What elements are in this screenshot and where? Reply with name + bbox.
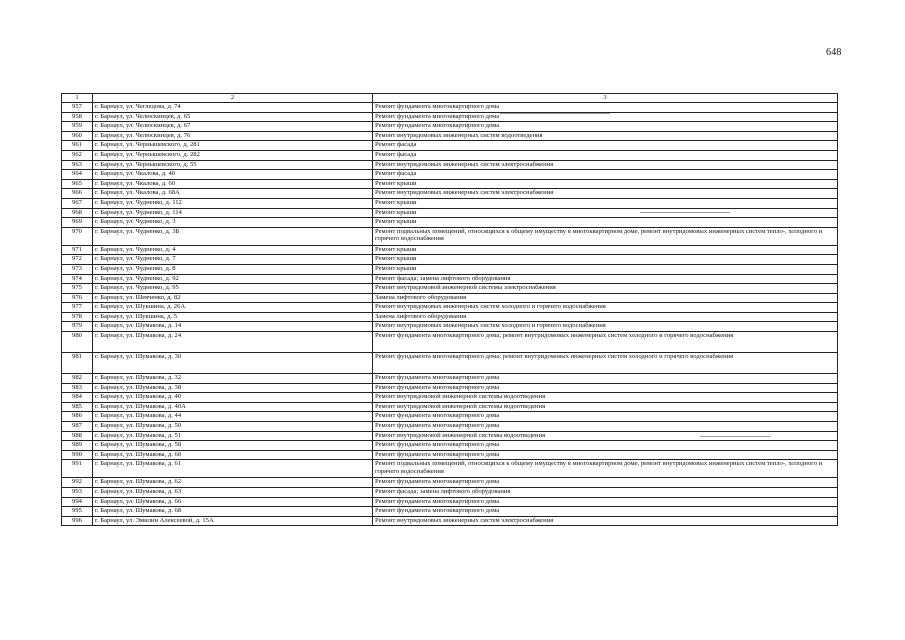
row-number: 957 xyxy=(62,103,93,113)
row-work-type: Ремонт крыши xyxy=(373,179,838,189)
row-address: г. Барнаул, ул. Чудненко, д. 4 xyxy=(93,245,373,255)
row-number: 969 xyxy=(62,218,93,228)
row-address: г. Барнаул, ул. Шумакова, д. 51 xyxy=(93,431,373,441)
row-number: 989 xyxy=(62,441,93,451)
table-row xyxy=(62,141,838,151)
row-address: г. Барнаул, ул. Чернышевского, д. 282 xyxy=(93,150,373,160)
table-row xyxy=(62,274,838,284)
table-row xyxy=(62,122,838,132)
row-number: 996 xyxy=(62,516,93,526)
table-row xyxy=(62,497,838,507)
row-address: г. Барнаул, ул. Шумакова, д. 40А xyxy=(93,402,373,412)
row-number: 959 xyxy=(62,122,93,132)
row-address: г. Барнаул, ул. Шумакова, д. 30 xyxy=(93,353,373,374)
table-row xyxy=(62,198,838,208)
table-row xyxy=(62,478,838,488)
row-address: г. Барнаул, ул. Шевченко, д. 82 xyxy=(93,293,373,303)
row-address: г. Барнаул, ул. Шукшина, д. 26А xyxy=(93,303,373,313)
table-row xyxy=(62,208,838,218)
row-work-type: Ремонт фундамента многоквартирного дома xyxy=(373,497,838,507)
row-work-type: Ремонт фундамента многоквартирного дома xyxy=(373,112,838,122)
table-row xyxy=(62,353,838,374)
table-row xyxy=(62,312,838,322)
table-row xyxy=(62,103,838,113)
row-number: 991 xyxy=(62,460,93,478)
row-work-type: Ремонт фундамента многоквартирного дома; ремонт внутридомовых инженерных систем холодного и горячего водоснабжения xyxy=(373,332,838,353)
row-work-type: Замена лифтового оборудования xyxy=(373,312,838,322)
row-work-type: Ремонт крыши xyxy=(373,208,838,218)
row-work-type: Ремонт внутридомовой инженерной системы водоотведения xyxy=(373,393,838,403)
table-row xyxy=(62,516,838,526)
row-number: 994 xyxy=(62,497,93,507)
row-work-type: Ремонт фасада xyxy=(373,141,838,151)
row-address: г. Барнаул, ул. Чкалова, д. 68А xyxy=(93,189,373,199)
row-number: 962 xyxy=(62,150,93,160)
row-address: г. Барнаул, ул. Шумакова, д. 32 xyxy=(93,374,373,384)
column-header-address: 2 xyxy=(93,94,373,103)
row-number: 963 xyxy=(62,160,93,170)
row-work-type: Ремонт подвальных помещений, относящихся к общему имуществу в многоквартирном доме, ремонт внутридомовых инженерных систем тепло-, холодного и горячего водоснабжения xyxy=(373,227,838,245)
row-address: г. Барнаул, ул. Шумакова, д. 40 xyxy=(93,393,373,403)
table-row xyxy=(62,227,838,245)
row-number: 964 xyxy=(62,170,93,180)
row-number: 967 xyxy=(62,198,93,208)
row-work-type: Ремонт крыши xyxy=(373,255,838,265)
table-row xyxy=(62,322,838,332)
row-number: 960 xyxy=(62,131,93,141)
row-number: 985 xyxy=(62,402,93,412)
row-address: г. Барнаул, ул. Чернышевского, д. 281 xyxy=(93,141,373,151)
table-row xyxy=(62,402,838,412)
row-number: 968 xyxy=(62,208,93,218)
row-address: г. Барнаул, ул. Чудненко, д. 3 xyxy=(93,218,373,228)
row-address: г. Барнаул, ул. Чудненко, д. 95 xyxy=(93,284,373,294)
row-address: г. Барнаул, ул. Челюскинцев, д. 76 xyxy=(93,131,373,141)
row-number: 974 xyxy=(62,274,93,284)
row-number: 973 xyxy=(62,264,93,274)
row-address: г. Барнаул, ул. Чкалова, д. 60 xyxy=(93,179,373,189)
row-address: г. Барнаул, ул. Шумакова, д. 14 xyxy=(93,322,373,332)
row-work-type: Ремонт фундамента многоквартирного дома xyxy=(373,122,838,132)
row-work-type: Ремонт фасада xyxy=(373,170,838,180)
table-header xyxy=(62,94,838,103)
table-row xyxy=(62,393,838,403)
row-address: г. Барнаул, ул. Чудненко, д. 7 xyxy=(93,255,373,265)
table-row xyxy=(62,450,838,460)
table-row xyxy=(62,264,838,274)
row-work-type: Ремонт фундамента многоквартирного дома xyxy=(373,507,838,517)
row-work-type: Ремонт фундамента многоквартирного дома xyxy=(373,441,838,451)
row-number: 978 xyxy=(62,312,93,322)
row-work-type: Ремонт крыши xyxy=(373,264,838,274)
row-address: г. Барнаул, ул. Шумакова, д. 50 xyxy=(93,422,373,432)
row-number: 984 xyxy=(62,393,93,403)
row-address: г. Барнаул, ул. Шумакова, д. 62 xyxy=(93,478,373,488)
row-work-type: Ремонт фундамента многоквартирного дома xyxy=(373,478,838,488)
row-work-type: Ремонт внутридомовой инженерной системы электроснабжения xyxy=(373,284,838,294)
row-number: 987 xyxy=(62,422,93,432)
row-address: г. Барнаул, ул. Шумакова, д. 63 xyxy=(93,488,373,498)
row-number: 979 xyxy=(62,322,93,332)
row-work-type: Ремонт внутридомовых инженерных систем водоотведения xyxy=(373,131,838,141)
row-number: 983 xyxy=(62,383,93,393)
row-work-type: Ремонт внутридомовых инженерных систем электроснабжения xyxy=(373,516,838,526)
row-address: г. Барнаул, ул. Чудненко, д. 8 xyxy=(93,264,373,274)
table-row xyxy=(62,412,838,422)
table-row xyxy=(62,112,838,122)
row-number: 990 xyxy=(62,450,93,460)
table-row xyxy=(62,218,838,228)
row-work-type: Ремонт фундамента многоквартирного дома xyxy=(373,450,838,460)
table-row xyxy=(62,170,838,180)
table-row xyxy=(62,131,838,141)
row-work-type: Ремонт внутридомовой инженерной системы водоотведения xyxy=(373,431,838,441)
table-row xyxy=(62,383,838,393)
table-row xyxy=(62,460,838,478)
table-row xyxy=(62,488,838,498)
row-work-type: Ремонт крыши xyxy=(373,198,838,208)
table-row xyxy=(62,332,838,353)
row-address: г. Барнаул, ул. Шумакова, д. 38 xyxy=(93,383,373,393)
row-address: г. Барнаул, ул. Шумакова, д. 68 xyxy=(93,507,373,517)
row-work-type: Ремонт внутридомовой инженерной системы водоотведения xyxy=(373,402,838,412)
table-row xyxy=(62,284,838,294)
row-address: г. Барнаул, ул. Шумакова, д. 61 xyxy=(93,460,373,478)
row-number: 971 xyxy=(62,245,93,255)
row-work-type: Ремонт подвальных помещений, относящихся к общему имуществу в многоквартирном доме, ремонт внутридомовых инженерных систем тепло-, холодного и горячего водоснабжения xyxy=(373,460,838,478)
table-body xyxy=(62,103,838,526)
table-row xyxy=(62,245,838,255)
row-address: г. Барнаул, ул. Шумакова, д. 66 xyxy=(93,497,373,507)
row-work-type: Ремонт внутридомовых инженерных систем электроснабжения xyxy=(373,189,838,199)
row-address: г. Барнаул, ул. Чудненко, д. 114 xyxy=(93,208,373,218)
row-work-type: Ремонт фундамента многоквартирного дома xyxy=(373,374,838,384)
row-address: г. Барнаул, ул. Шумакова, д. 60 xyxy=(93,450,373,460)
table-row xyxy=(62,189,838,199)
row-address: г. Барнаул, ул. Шумакова, д. 58 xyxy=(93,441,373,451)
row-number: 958 xyxy=(62,112,93,122)
row-work-type: Ремонт внутридомовых инженерных систем холодного и горячего водоснабжения xyxy=(373,303,838,313)
row-work-type: Ремонт фундамента многоквартирного дома xyxy=(373,103,838,113)
row-address: г. Барнаул, ул. Чеглецова, д. 74 xyxy=(93,103,373,113)
row-number: 980 xyxy=(62,332,93,353)
row-work-type: Ремонт крыши xyxy=(373,218,838,228)
row-work-type: Замена лифтового оборудования xyxy=(373,293,838,303)
row-address: г. Барнаул, ул. Челюскинцев, д. 65 xyxy=(93,112,373,122)
table-row xyxy=(62,422,838,432)
table-row xyxy=(62,255,838,265)
row-number: 975 xyxy=(62,284,93,294)
row-number: 992 xyxy=(62,478,93,488)
row-work-type: Ремонт фасада; замена лифтового оборудования xyxy=(373,488,838,498)
table-row xyxy=(62,507,838,517)
row-number: 986 xyxy=(62,412,93,422)
row-number: 988 xyxy=(62,431,93,441)
row-address: г. Барнаул, ул. Чудненко, д. 112 xyxy=(93,198,373,208)
table-row xyxy=(62,293,838,303)
row-number: 961 xyxy=(62,141,93,151)
row-work-type: Ремонт фундамента многоквартирного дома xyxy=(373,383,838,393)
table-row xyxy=(62,160,838,170)
row-work-type: Ремонт фасада; замена лифтового оборудования xyxy=(373,274,838,284)
row-address: г. Барнаул, ул. Челюскинцев, д. 67 xyxy=(93,122,373,132)
row-work-type: Ремонт фундамента многоквартирного дома; ремонт внутридомовых инженерных систем холодного и горячего водоснабжения xyxy=(373,353,838,374)
row-number: 965 xyxy=(62,179,93,189)
row-address: г. Барнаул, ул. Эмилии Алексеевой, д. 15А xyxy=(93,516,373,526)
row-number: 981 xyxy=(62,353,93,374)
table-row xyxy=(62,150,838,160)
row-number: 970 xyxy=(62,227,93,245)
row-work-type: Ремонт внутридомовых инженерных систем холодного и горячего водоснабжения xyxy=(373,322,838,332)
row-address: г. Барнаул, ул. Шукшина, д. 5 xyxy=(93,312,373,322)
row-number: 972 xyxy=(62,255,93,265)
table-row xyxy=(62,431,838,441)
register-table xyxy=(61,93,838,526)
row-address: г. Барнаул, ул. Чудненко, д. 3Б xyxy=(93,227,373,245)
row-number: 982 xyxy=(62,374,93,384)
row-work-type: Ремонт фундамента многоквартирного дома xyxy=(373,412,838,422)
row-number: 995 xyxy=(62,507,93,517)
table-row xyxy=(62,441,838,451)
row-address: г. Барнаул, ул. Чернышевского, д. 55 xyxy=(93,160,373,170)
row-work-type: Ремонт крыши xyxy=(373,245,838,255)
row-number: 976 xyxy=(62,293,93,303)
row-work-type: Ремонт фасада xyxy=(373,150,838,160)
row-work-type: Ремонт фундамента многоквартирного дома xyxy=(373,422,838,432)
row-address: г. Барнаул, ул. Чудненко, д. 92 xyxy=(93,274,373,284)
page-number: 648 xyxy=(826,47,842,58)
row-number: 966 xyxy=(62,189,93,199)
row-address: г. Барнаул, ул. Шумакова, д. 24 xyxy=(93,332,373,353)
row-number: 977 xyxy=(62,303,93,313)
row-address: г. Барнаул, ул. Шумакова, д. 44 xyxy=(93,412,373,422)
row-work-type: Ремонт внутридомовых инженерных систем электроснабжения xyxy=(373,160,838,170)
table-row xyxy=(62,179,838,189)
row-address: г. Барнаул, ул. Чкалова, д. 40 xyxy=(93,170,373,180)
table-row xyxy=(62,374,838,384)
column-header-work: 3 xyxy=(373,94,838,103)
row-number: 993 xyxy=(62,488,93,498)
column-header-number: 1 xyxy=(62,94,93,103)
table-row xyxy=(62,303,838,313)
